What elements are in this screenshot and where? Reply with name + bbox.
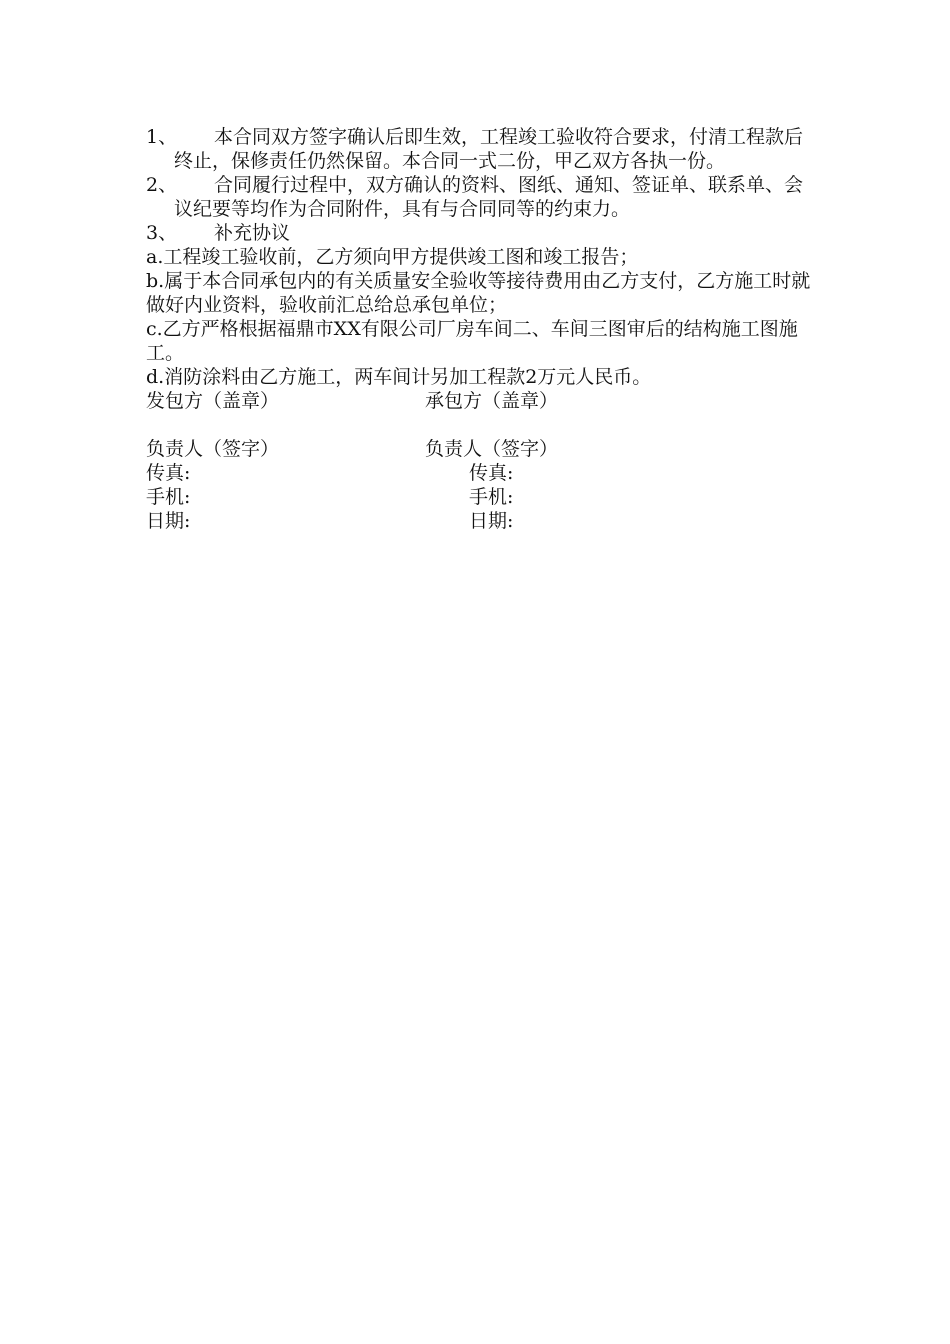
clause-1-number: 1、 [146, 126, 178, 148]
contract-body [146, 125, 816, 533]
contractor-phone-label: 手机: [469, 486, 514, 508]
supplement-a: a.工程竣工验收前，乙方须向甲方提供竣工图和竣工报告； [146, 246, 639, 268]
signature-seal-row [146, 389, 816, 413]
signature-person-row [146, 437, 816, 461]
clause-2 [146, 173, 816, 221]
clause-3-text: 补充协议 [214, 222, 291, 244]
supplement-c: c.乙方严格根据福鼎市XX有限公司厂房车间二、车间三图审后的结构施工图施工。 [146, 318, 798, 364]
contractor-fax-label: 传真: [469, 462, 514, 484]
employer-seal-label: 发包方（盖章） [146, 390, 280, 412]
clause-2-number: 2、 [146, 174, 178, 196]
contractor-seal-label: 承包方（盖章） [425, 390, 559, 412]
signature-date-row [146, 509, 816, 533]
clause-3 [146, 221, 816, 245]
signature-spacer [146, 413, 816, 437]
employer-date-label: 日期: [146, 510, 191, 532]
clause-1-text: 本合同双方签字确认后即生效，工程竣工验收符合要求，付清工程款后终止，保修责任仍然保留。本合同一式二份，甲乙双方各执一份。 [174, 126, 804, 172]
contractor-person-label: 负责人（签字） [425, 438, 559, 460]
supplement-b: b.属于本合同承包内的有关质量安全验收等接待费用由乙方支付，乙方施工时就做好内业资料，验收前汇总给总承包单位； [146, 270, 811, 316]
contractor-date-label: 日期: [469, 510, 514, 532]
supplement-d: d.消防涂料由乙方施工，两车间计另加工程款2万元人民币。 [146, 366, 652, 388]
clause-3-number: 3、 [146, 222, 178, 244]
clause-1 [146, 125, 816, 173]
employer-fax-label: 传真: [146, 462, 191, 484]
signature-phone-row [146, 485, 816, 509]
clause-2-text: 合同履行过程中，双方确认的资料、图纸、通知、签证单、联系单、会议纪要等均作为合同附件，具有与合同同等的约束力。 [174, 174, 804, 220]
signature-fax-row [146, 461, 816, 485]
employer-person-label: 负责人（签字） [146, 438, 280, 460]
employer-phone-label: 手机: [146, 486, 191, 508]
